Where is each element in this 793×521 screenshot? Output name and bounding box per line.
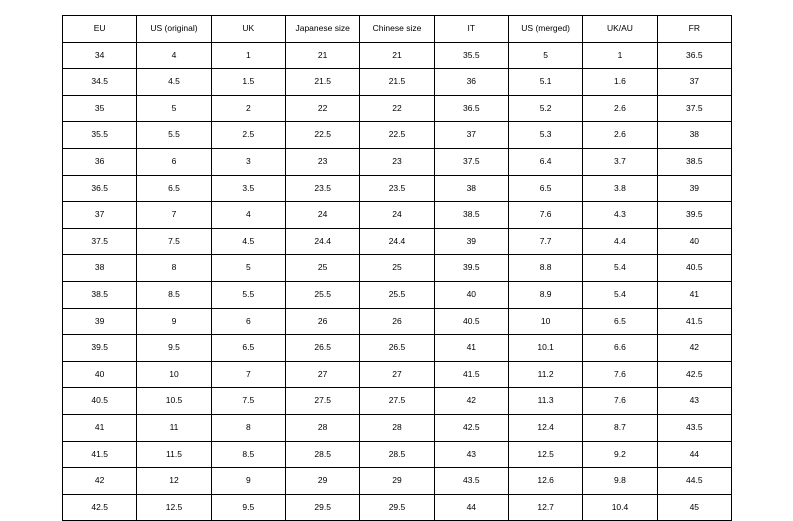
table-cell: 39 — [434, 228, 508, 255]
table-cell: 44 — [434, 494, 508, 521]
table-cell: 21 — [360, 42, 434, 69]
table-cell: 6.5 — [583, 308, 657, 335]
table-cell: 29.5 — [285, 494, 359, 521]
table-cell: 22.5 — [360, 122, 434, 149]
table-cell: 42.5 — [434, 414, 508, 441]
table-body — [63, 42, 732, 521]
table-cell: 37 — [657, 69, 731, 96]
table-cell: 41.5 — [434, 361, 508, 388]
table-cell: 24 — [285, 202, 359, 229]
table-cell: 34.5 — [63, 69, 137, 96]
table-cell: 6.5 — [508, 175, 582, 202]
table-cell: 21.5 — [360, 69, 434, 96]
table-row — [63, 388, 732, 415]
table-cell: 6.5 — [211, 335, 285, 362]
column-header: FR — [657, 16, 731, 43]
table-cell: 26 — [360, 308, 434, 335]
table-cell: 1.6 — [583, 69, 657, 96]
table-cell: 9.8 — [583, 468, 657, 495]
table-cell: 5.1 — [508, 69, 582, 96]
table-cell: 12.4 — [508, 414, 582, 441]
table-cell: 28.5 — [285, 441, 359, 468]
table-cell: 1 — [583, 42, 657, 69]
column-header: Chinese size — [360, 16, 434, 43]
table-cell: 5.4 — [583, 281, 657, 308]
table-cell: 3.5 — [211, 175, 285, 202]
table-cell: 5 — [211, 255, 285, 282]
table-cell: 2.6 — [583, 95, 657, 122]
table-cell: 6.5 — [137, 175, 211, 202]
table-header-row — [63, 16, 732, 43]
table-cell: 5.5 — [137, 122, 211, 149]
table-cell: 12.5 — [137, 494, 211, 521]
table-cell: 12.5 — [508, 441, 582, 468]
table-cell: 3.8 — [583, 175, 657, 202]
table-cell: 2.6 — [583, 122, 657, 149]
table-row — [63, 95, 732, 122]
table-cell: 42.5 — [63, 494, 137, 521]
table-row — [63, 308, 732, 335]
table-cell: 9 — [137, 308, 211, 335]
table-cell: 26.5 — [285, 335, 359, 362]
table-cell: 8.9 — [508, 281, 582, 308]
table-cell: 40 — [657, 228, 731, 255]
table-cell: 27.5 — [360, 388, 434, 415]
table-cell: 8.5 — [211, 441, 285, 468]
table-cell: 41 — [434, 335, 508, 362]
table-cell: 10 — [508, 308, 582, 335]
table-cell: 6.4 — [508, 148, 582, 175]
table-cell: 9 — [211, 468, 285, 495]
table-cell: 44 — [657, 441, 731, 468]
table-row — [63, 202, 732, 229]
table-cell: 2 — [211, 95, 285, 122]
table-row — [63, 335, 732, 362]
table-cell: 43 — [434, 441, 508, 468]
table-cell: 39.5 — [434, 255, 508, 282]
table-cell: 37.5 — [63, 228, 137, 255]
table-cell: 38.5 — [63, 281, 137, 308]
table-cell: 36.5 — [434, 95, 508, 122]
table-cell: 29 — [285, 468, 359, 495]
table-cell: 4.4 — [583, 228, 657, 255]
table-cell: 7.5 — [137, 228, 211, 255]
table-cell: 11.2 — [508, 361, 582, 388]
table-cell: 39.5 — [63, 335, 137, 362]
column-header: Japanese size — [285, 16, 359, 43]
table-cell: 24.4 — [360, 228, 434, 255]
table-cell: 5.5 — [211, 281, 285, 308]
table-cell: 23.5 — [360, 175, 434, 202]
table-cell: 3.7 — [583, 148, 657, 175]
table-cell: 12.7 — [508, 494, 582, 521]
table-cell: 42.5 — [657, 361, 731, 388]
table-cell: 40.5 — [63, 388, 137, 415]
table-row — [63, 228, 732, 255]
table-cell: 11.5 — [137, 441, 211, 468]
table-cell: 8.5 — [137, 281, 211, 308]
table-cell: 5.3 — [508, 122, 582, 149]
table-row — [63, 361, 732, 388]
table-cell: 39 — [657, 175, 731, 202]
table-cell: 42 — [657, 335, 731, 362]
table-cell: 37 — [434, 122, 508, 149]
table-cell: 5.2 — [508, 95, 582, 122]
table-cell: 25.5 — [360, 281, 434, 308]
table-cell: 25 — [360, 255, 434, 282]
table-cell: 24 — [360, 202, 434, 229]
table-row — [63, 441, 732, 468]
table-cell: 27 — [285, 361, 359, 388]
column-header: US (original) — [137, 16, 211, 43]
table-row — [63, 281, 732, 308]
table-cell: 36 — [63, 148, 137, 175]
table-cell: 28 — [285, 414, 359, 441]
table-cell: 10.4 — [583, 494, 657, 521]
table-cell: 2.5 — [211, 122, 285, 149]
table-cell: 26 — [285, 308, 359, 335]
table-cell: 5.4 — [583, 255, 657, 282]
table-cell: 41.5 — [63, 441, 137, 468]
table-cell: 28 — [360, 414, 434, 441]
table-header — [63, 16, 732, 43]
table-cell: 11 — [137, 414, 211, 441]
table-cell: 7.5 — [211, 388, 285, 415]
table-cell: 10.5 — [137, 388, 211, 415]
table-row — [63, 122, 732, 149]
table-cell: 7.6 — [508, 202, 582, 229]
table-cell: 9.5 — [137, 335, 211, 362]
table-cell: 38.5 — [434, 202, 508, 229]
table-cell: 8 — [211, 414, 285, 441]
table-cell: 22 — [285, 95, 359, 122]
table-cell: 42 — [434, 388, 508, 415]
table-cell: 6 — [137, 148, 211, 175]
table-cell: 43 — [657, 388, 731, 415]
table-cell: 35.5 — [434, 42, 508, 69]
table-cell: 11.3 — [508, 388, 582, 415]
table-cell: 6.6 — [583, 335, 657, 362]
table-cell: 43.5 — [657, 414, 731, 441]
table-cell: 45 — [657, 494, 731, 521]
table-row — [63, 494, 732, 521]
table-row — [63, 69, 732, 96]
table-cell: 29 — [360, 468, 434, 495]
table-cell: 36.5 — [63, 175, 137, 202]
table-cell: 25 — [285, 255, 359, 282]
size-conversion-table — [62, 15, 732, 521]
table-cell: 38 — [63, 255, 137, 282]
table-cell: 21.5 — [285, 69, 359, 96]
table-cell: 41.5 — [657, 308, 731, 335]
column-header: UK — [211, 16, 285, 43]
table-cell: 35 — [63, 95, 137, 122]
table-cell: 10.1 — [508, 335, 582, 362]
table-cell: 36 — [434, 69, 508, 96]
table-cell: 22.5 — [285, 122, 359, 149]
table-cell: 36.5 — [657, 42, 731, 69]
table-cell: 12.6 — [508, 468, 582, 495]
table-cell: 40 — [63, 361, 137, 388]
table-row — [63, 414, 732, 441]
table-cell: 1 — [211, 42, 285, 69]
table-cell: 40.5 — [657, 255, 731, 282]
table-cell: 12 — [137, 468, 211, 495]
table-cell: 7 — [211, 361, 285, 388]
table-cell: 35.5 — [63, 122, 137, 149]
table-cell: 27 — [360, 361, 434, 388]
column-header: EU — [63, 16, 137, 43]
table-cell: 5 — [508, 42, 582, 69]
table-cell: 38.5 — [657, 148, 731, 175]
table-cell: 44.5 — [657, 468, 731, 495]
table-cell: 23 — [360, 148, 434, 175]
table-row — [63, 255, 732, 282]
table-row — [63, 468, 732, 495]
table-cell: 24.4 — [285, 228, 359, 255]
table-cell: 7.7 — [508, 228, 582, 255]
table-cell: 38 — [434, 175, 508, 202]
table-cell: 29.5 — [360, 494, 434, 521]
table-cell: 37.5 — [657, 95, 731, 122]
table-cell: 21 — [285, 42, 359, 69]
table-cell: 37 — [63, 202, 137, 229]
table-cell: 41 — [63, 414, 137, 441]
table-cell: 9.5 — [211, 494, 285, 521]
table-cell: 7.6 — [583, 361, 657, 388]
table-cell: 9.2 — [583, 441, 657, 468]
table-row — [63, 148, 732, 175]
table-cell: 34 — [63, 42, 137, 69]
table-cell: 8.8 — [508, 255, 582, 282]
table-cell: 38 — [657, 122, 731, 149]
table-cell: 39 — [63, 308, 137, 335]
table-cell: 40 — [434, 281, 508, 308]
table-cell: 4.5 — [211, 228, 285, 255]
table-cell: 39.5 — [657, 202, 731, 229]
table-cell: 28.5 — [360, 441, 434, 468]
table-cell: 4.3 — [583, 202, 657, 229]
table-cell: 8.7 — [583, 414, 657, 441]
table-cell: 22 — [360, 95, 434, 122]
table-cell: 23 — [285, 148, 359, 175]
table-cell: 37.5 — [434, 148, 508, 175]
table-cell: 25.5 — [285, 281, 359, 308]
table-cell: 23.5 — [285, 175, 359, 202]
table-row — [63, 42, 732, 69]
column-header: US (merged) — [508, 16, 582, 43]
table-cell: 6 — [211, 308, 285, 335]
table-row — [63, 175, 732, 202]
size-conversion-table-wrapper — [62, 15, 732, 521]
table-cell: 4 — [137, 42, 211, 69]
table-cell: 40.5 — [434, 308, 508, 335]
table-cell: 5 — [137, 95, 211, 122]
column-header: UK/AU — [583, 16, 657, 43]
table-cell: 26.5 — [360, 335, 434, 362]
table-cell: 1.5 — [211, 69, 285, 96]
column-header: IT — [434, 16, 508, 43]
table-cell: 27.5 — [285, 388, 359, 415]
table-cell: 4.5 — [137, 69, 211, 96]
table-cell: 3 — [211, 148, 285, 175]
table-cell: 41 — [657, 281, 731, 308]
table-cell: 43.5 — [434, 468, 508, 495]
table-cell: 7.6 — [583, 388, 657, 415]
table-cell: 10 — [137, 361, 211, 388]
table-cell: 42 — [63, 468, 137, 495]
table-cell: 7 — [137, 202, 211, 229]
table-cell: 8 — [137, 255, 211, 282]
table-cell: 4 — [211, 202, 285, 229]
